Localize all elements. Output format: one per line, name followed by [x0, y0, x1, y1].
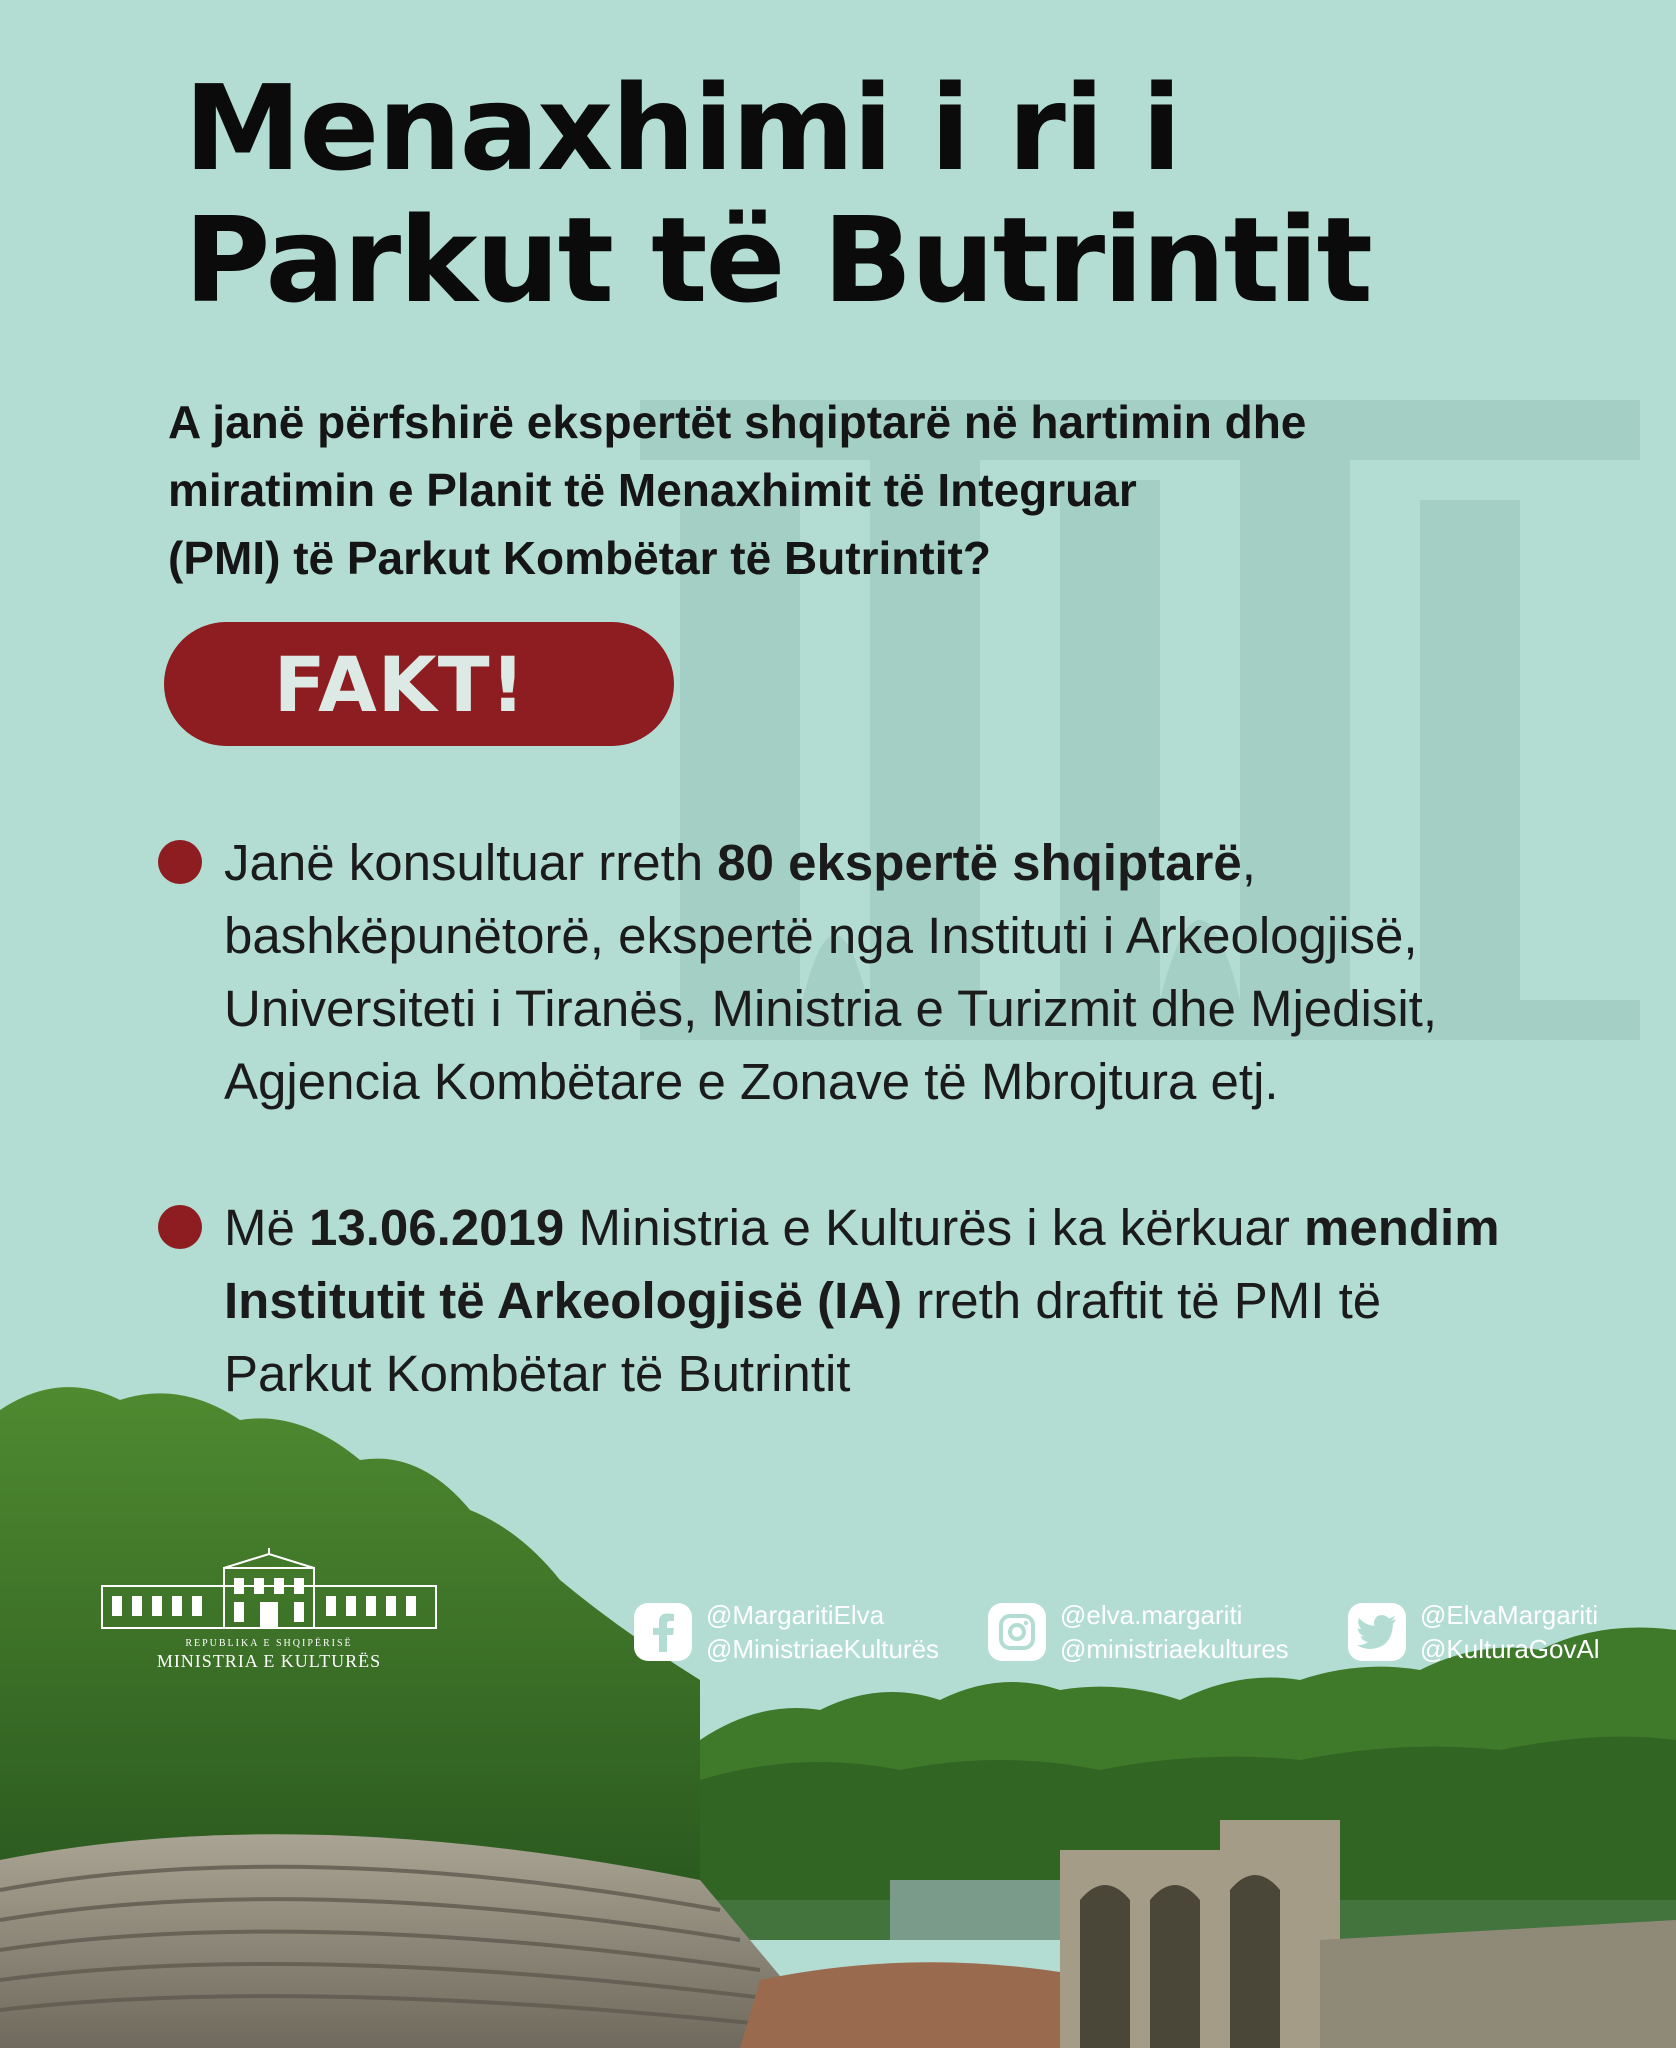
- fact-1-line-2: bashkëpunëtorë, ekspertë nga Instituti i Arkeologjisë,: [224, 907, 1418, 964]
- fact-2-date: 13.06.2019: [309, 1199, 565, 1256]
- instagram-icon[interactable]: [988, 1603, 1046, 1661]
- question-line-1: A janë përfshirë ekspertët shqiptarë në hartimin dhe: [168, 396, 1307, 448]
- page-title: [184, 59, 1484, 329]
- ministry-logo-name: MINISTRIA E KULTURËS: [156, 1651, 382, 1671]
- fact-1-paragraph: [224, 826, 1644, 1118]
- butrint-landscape-image: [0, 1380, 1676, 2048]
- bullet-icon: [158, 840, 202, 884]
- fact-2-highlight: mendim: [1304, 1199, 1500, 1256]
- twitter-handles: [1420, 1598, 1600, 1666]
- fact-2-line-1: [224, 1191, 1644, 1264]
- instagram-handles: [1060, 1598, 1289, 1666]
- facebook-handle-2[interactable]: @MinistriaeKulturës: [706, 1634, 940, 1664]
- fact-2-line-2: [224, 1264, 1644, 1337]
- fact-1-comma: ,: [1241, 834, 1256, 891]
- question-text: [168, 388, 1508, 592]
- social-instagram[interactable]: [988, 1598, 1289, 1666]
- twitter-handle-1[interactable]: @ElvaMargariti: [1420, 1600, 1599, 1630]
- twitter-handle-2[interactable]: @KulturaGovAl: [1420, 1634, 1600, 1664]
- fact-2-institute: Institutit të Arkeologjisë (IA): [224, 1272, 903, 1329]
- fact-2-text-mid: Ministria e Kulturës i ka kërkuar: [564, 1199, 1305, 1256]
- ministry-logo: [94, 1548, 444, 1674]
- fact-1-text: Janë konsultuar rreth: [224, 834, 718, 891]
- fact-1-line-4: Agjencia Kombëtare e Zonave të Mbrojtura etj.: [224, 1053, 1279, 1110]
- question-line-2: miratimin e Planit të Menaxhimit të Integruar: [168, 464, 1137, 516]
- title-line-2: Parkut të Butrintit: [184, 191, 1371, 329]
- facebook-icon[interactable]: [634, 1603, 692, 1661]
- ministry-logo-republic: REPUBLIKA E SHQIPËRISË: [185, 1638, 353, 1649]
- fact-2-paragraph: [224, 1191, 1644, 1410]
- instagram-handle-2[interactable]: @ministriaekultures: [1060, 1634, 1289, 1664]
- fakt-badge-label: FAKT!: [273, 639, 527, 729]
- social-twitter[interactable]: [1348, 1598, 1600, 1666]
- facebook-handle-1[interactable]: @MargaritiElva: [706, 1600, 885, 1630]
- twitter-icon[interactable]: [1348, 1603, 1406, 1661]
- facebook-handles: [706, 1598, 939, 1666]
- fact-1-highlight: 80 ekspertë shqiptarë: [717, 834, 1242, 891]
- social-facebook[interactable]: [634, 1598, 939, 1666]
- question-line-3: (PMI) të Parkut Kombëtar të Butrintit?: [168, 532, 991, 584]
- fact-1-line-1: [224, 826, 1644, 899]
- title-line-1: Menaxhimi i ri i: [184, 59, 1180, 197]
- fact-1-line-3: Universiteti i Tiranës, Ministria e Turizmit dhe Mjedisit,: [224, 980, 1438, 1037]
- ministry-logo-text: [94, 1638, 444, 1672]
- fact-2-text-end: rreth draftit të PMI të: [902, 1272, 1382, 1329]
- ministry-building-logo: [94, 1548, 444, 1638]
- fact-2-line-3: Parkut Kombëtar të Butrintit: [224, 1345, 851, 1402]
- bullet-icon: [158, 1205, 202, 1249]
- fact-2-text: Më: [224, 1199, 310, 1256]
- instagram-handle-1[interactable]: @elva.margariti: [1060, 1600, 1243, 1630]
- fakt-badge: [164, 622, 674, 746]
